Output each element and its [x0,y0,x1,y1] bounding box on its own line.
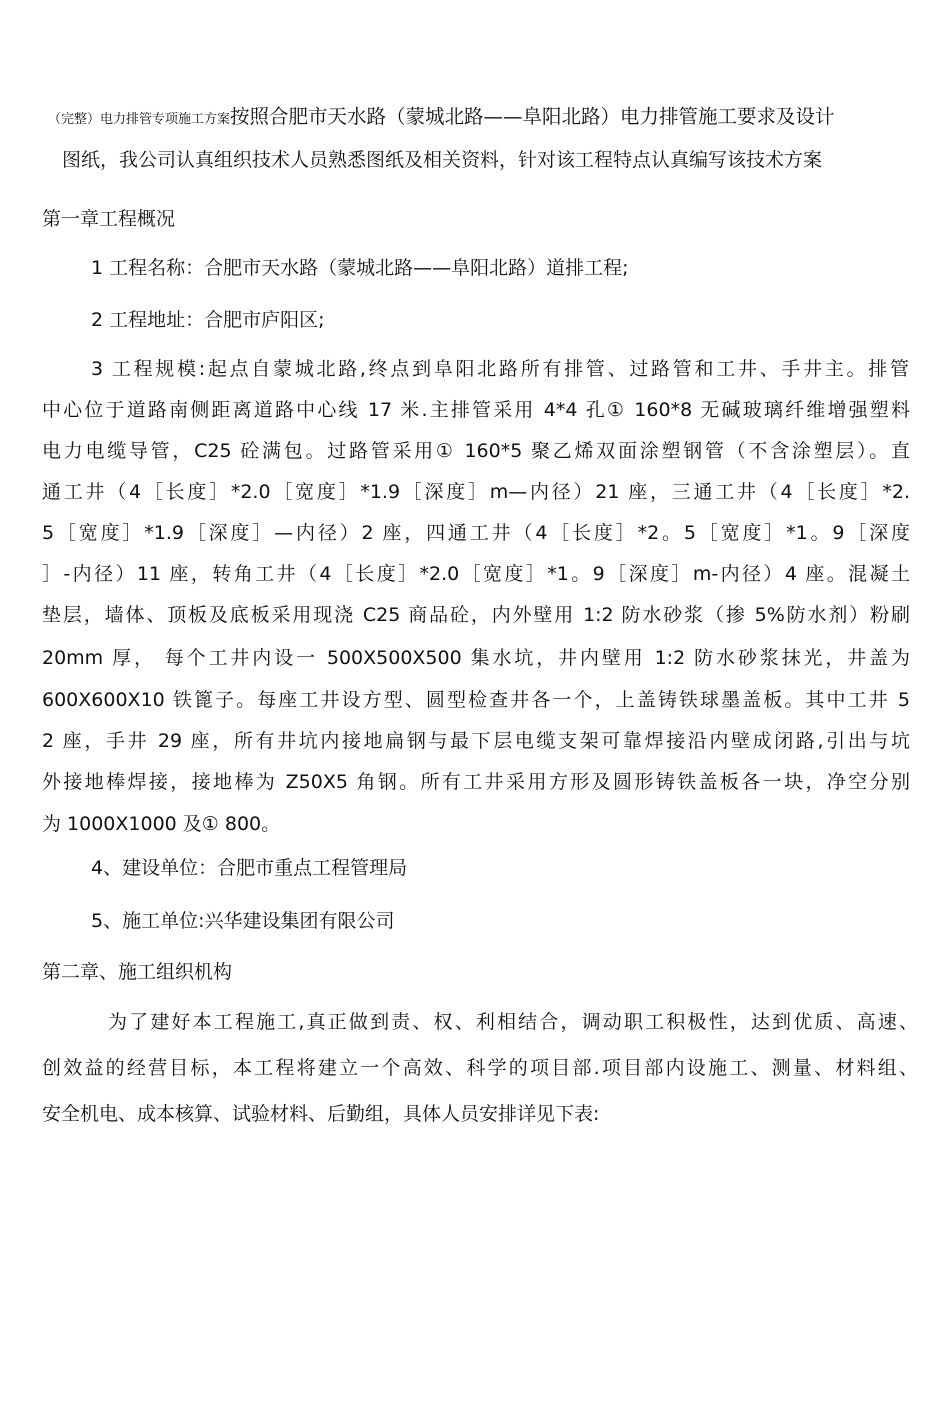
chapter-2-paragraph-line: 创效益的经营目标，本工程将建立一个高效、科学的项目部.项目部内设施工、测量、材料组、 [42,1057,918,1079]
chapter-1-item-3-line: 600X600X10 铁篦子。每座工井设方型、圆型检查井各一个，上盖铸铁球墨盖板。其中工井 5 [42,689,910,711]
chapter-1-item-3-line: 中心位于道路南侧距离道路中心线 17 米.主排管采用 4*4 孔① 160*8 无碱玻璃纤维增强塑料 [42,399,910,421]
chapter-1-title: 第一章工程概况 [42,208,176,230]
chapter-2-title: 第二章、施工组织机构 [42,961,233,983]
chapter-2-paragraph-line: 安全机电、成本核算、试验材料、后勤组，具体人员安排详见下表: [42,1103,600,1125]
chapter-2-paragraph-line: 为了建好本工程施工,真正做到责、权、利相结合，调动职工积极性，达到优质、高速、 [108,1011,918,1033]
chapter-1-item-3-line: 3 工程规模:起点自蒙城北路,终点到阜阳北路所有排管、过路管和工井、手井主。排管 [91,358,909,380]
chapter-1-item-3-line: 通工井（4［长度］*2.0［宽度］*1.9［深度］m—内径）21 座，三通工井（4［长度］*2. [42,481,910,503]
intro-line-1 [48,105,835,132]
chapter-1-item-3-line: 垫层，墙体、顶板及底板采用现浇 C25 商品砼，内外壁用 1:2 防水砂浆（掺 5%防水剂）粉刷 [42,604,910,626]
chapter-1-item-1: 1 工程名称：合肥市天水路（蒙城北路——阜阳北路）道排工程; [91,257,629,279]
chapter-1-item-4: 4、建设单位：合肥市重点工程管理局 [91,857,408,879]
intro-text-1: 按照合肥市天水路（蒙城北路——阜阳北路）电力排管施工要求及设计 [230,105,835,128]
chapter-1-item-3-line: 电力电缆导管，C25 砼满包。过路管采用① 160*5 聚乙烯双面涂塑钢管（不含涂塑层）。直 [42,440,910,462]
chapter-1-item-3-line: 外接地棒焊接，接地棒为 Z50X5 角钢。所有工井采用方形及圆形铸铁盖板各一块，净空分别 [42,771,910,793]
intro-line-2: 图纸，我公司认真组织技术人员熟悉图纸及相关资料，针对该工程特点认真编写该技术方案 [62,149,823,171]
chapter-1-item-3-line: 5［宽度］*1.9［深度］—内径）2 座，四通工井（4［长度］*2。5［宽度］*1。9［深度 [42,522,910,544]
document-header-title: （完整）电力排管专项施工方案 [48,112,231,127]
chapter-1-item-2: 2 工程地址：合肥市庐阳区; [91,309,325,331]
chapter-1-item-3-line: 2 座，手井 29 座，所有井坑内接地扁钢与最下层电缆支架可靠焊接沿内壁成闭路,引出与坑 [42,730,910,752]
chapter-1-item-3-line: 20mm 厚， 每个工井内设一 500X500X500 集水坑，井内壁用 1:2 防水砂浆抹光，井盖为 [42,647,910,669]
chapter-1-item-5: 5、施工单位:兴华建设集团有限公司 [91,910,395,932]
chapter-1-item-3-line: ］-内径）11 座，转角工井（4［长度］*2.0［宽度］*1。9［深度］m-内径）4 座。混凝土 [42,563,910,585]
chapter-1-item-3-line: 为 1000X1000 及① 800。 [42,813,281,835]
